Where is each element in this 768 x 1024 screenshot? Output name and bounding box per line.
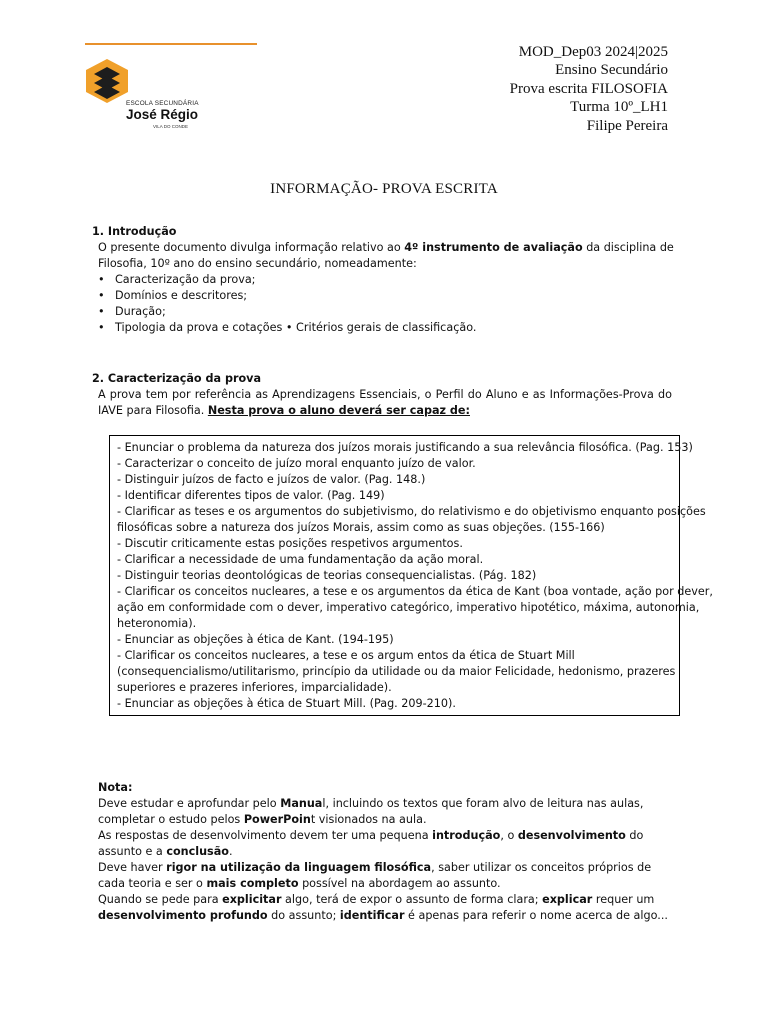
teacher-name: Filipe Pereira [586,117,668,134]
note-paragraph: Quando se pede para explicitar algo, terá de expor o assunto de forma clara; explicar requer um desenvolvimento profundo do assunto; identificar é apenas para referir o nome acerca de algo... [98,893,668,922]
objective-line: (consequencialismo/utilitarismo, princípio da utilidade ou da maior Felicidade, hedonismo, prazeres [117,665,676,678]
logo-school-name: José Régio [126,107,199,122]
note-title: Nota: [98,781,133,794]
objective-line: heteronomia). [117,617,197,630]
class-name: Turma 10º_LH1 [570,99,668,116]
education-level: Ensino Secundário [555,62,668,79]
objective-line: - Enunciar o problema da natureza dos juízos morais justificando a sua relevância filosófica. (Pag. 153) [117,441,693,454]
objective-line: filosóficas sobre a natureza dos juízos Morais, assim como as suas objeções. (155-166) [117,521,605,534]
list-item: • Domínios e descritores; [98,288,476,304]
objective-line: - Clarificar os conceitos nucleares, a tese e os argumentos da ética de Kant (boa vontade, ação por dever, [117,585,713,598]
objectives-box [109,435,713,716]
header-accent-line [85,43,257,45]
characterization-paragraph: A prova tem por referência as Aprendizagens Essenciais, o Perfil do Aluno e as Informações-Prova do IAVE para Filosofia. Nesta prova o aluno deverá ser capaz de: [98,388,672,417]
objective-line: - Enunciar as objeções à ética de Stuart Mill. (Pag. 209-210). [117,697,456,710]
exam-subject: Prova escrita FILOSOFIA [509,80,668,97]
introduction-paragraph: O presente documento divulga informação relativo ao 4º instrumento de avaliação da disciplina de Filosofia, 10º ano do ensino secundário, nomeadamente: [98,241,674,270]
note-paragraph: Deve haver rigor na utilização da linguagem filosófica, saber utilizar os conceitos próprios de cada teoria e ser o mais completo possível na abordagem ao assunto. [98,861,652,890]
section-title-characterization: 2. Caracterização da prova [92,372,262,385]
list-item: • Tipologia da prova e cotações • Critérios gerais de classificação. [98,320,476,336]
objective-line: - Clarificar os conceitos nucleares, a tese e os argum entos da ética de Stuart Mill [117,649,575,662]
note-paragraph: As respostas de desenvolvimento devem ter uma pequena introdução, o desenvolvimento do assunto e a conclusão. [98,829,644,858]
note-body [98,796,678,924]
objective-line: - Clarificar as teses e os argumentos do subjetivismo, do relativismo e do objetivismo enquanto posições [117,505,706,518]
school-logo-icon [85,58,129,104]
objective-line: - Discutir criticamente estas posições respetivos argumentos. [117,537,463,550]
objective-line: - Enunciar as objeções à ética de Kant. (194-195) [117,633,394,646]
logo-school-type: ESCOLA SECUNDÁRIA [126,100,199,107]
note-paragraph: Deve estudar e aprofundar pelo Manual, incluindo os textos que foram alvo de leitura nas aulas, completar o estudo pelos PowerPoint visionados na aula. [98,797,644,826]
section-title-introduction: 1. Introdução [92,225,177,238]
objective-line: - Caracterizar o conceito de juízo moral enquanto juízo de valor. [117,457,476,470]
logo-school-location: VILA DO CONDE [153,124,189,129]
objective-line: superiores e prazeres inferiores, imparcialidade). [117,681,392,694]
objective-line: - Distinguir teorias deontológicas de teorias consequencialistas. (Pág. 182) [117,569,537,582]
objective-line: - Identificar diferentes tipos de valor. (Pag. 149) [117,489,385,502]
objective-line: ação em conformidade com o dever, imperativo categórico, imperativo hipotético, máxima, autonomia, [117,601,700,614]
objective-line: - Distinguir juízos de facto e juízos de valor. (Pag. 148.) [117,473,426,486]
list-item: • Caracterização da prova; [98,272,476,288]
document-code: MOD_Dep03 2024|2025 [518,44,668,60]
list-item: • Duração; [98,304,476,320]
objective-line: - Clarificar a necessidade de uma fundamentação da ação moral. [117,553,484,566]
school-logo [85,56,200,136]
document-header [510,43,668,135]
page-title: INFORMAÇÃO- PROVA ESCRITA [270,181,498,197]
introduction-list [98,272,476,336]
